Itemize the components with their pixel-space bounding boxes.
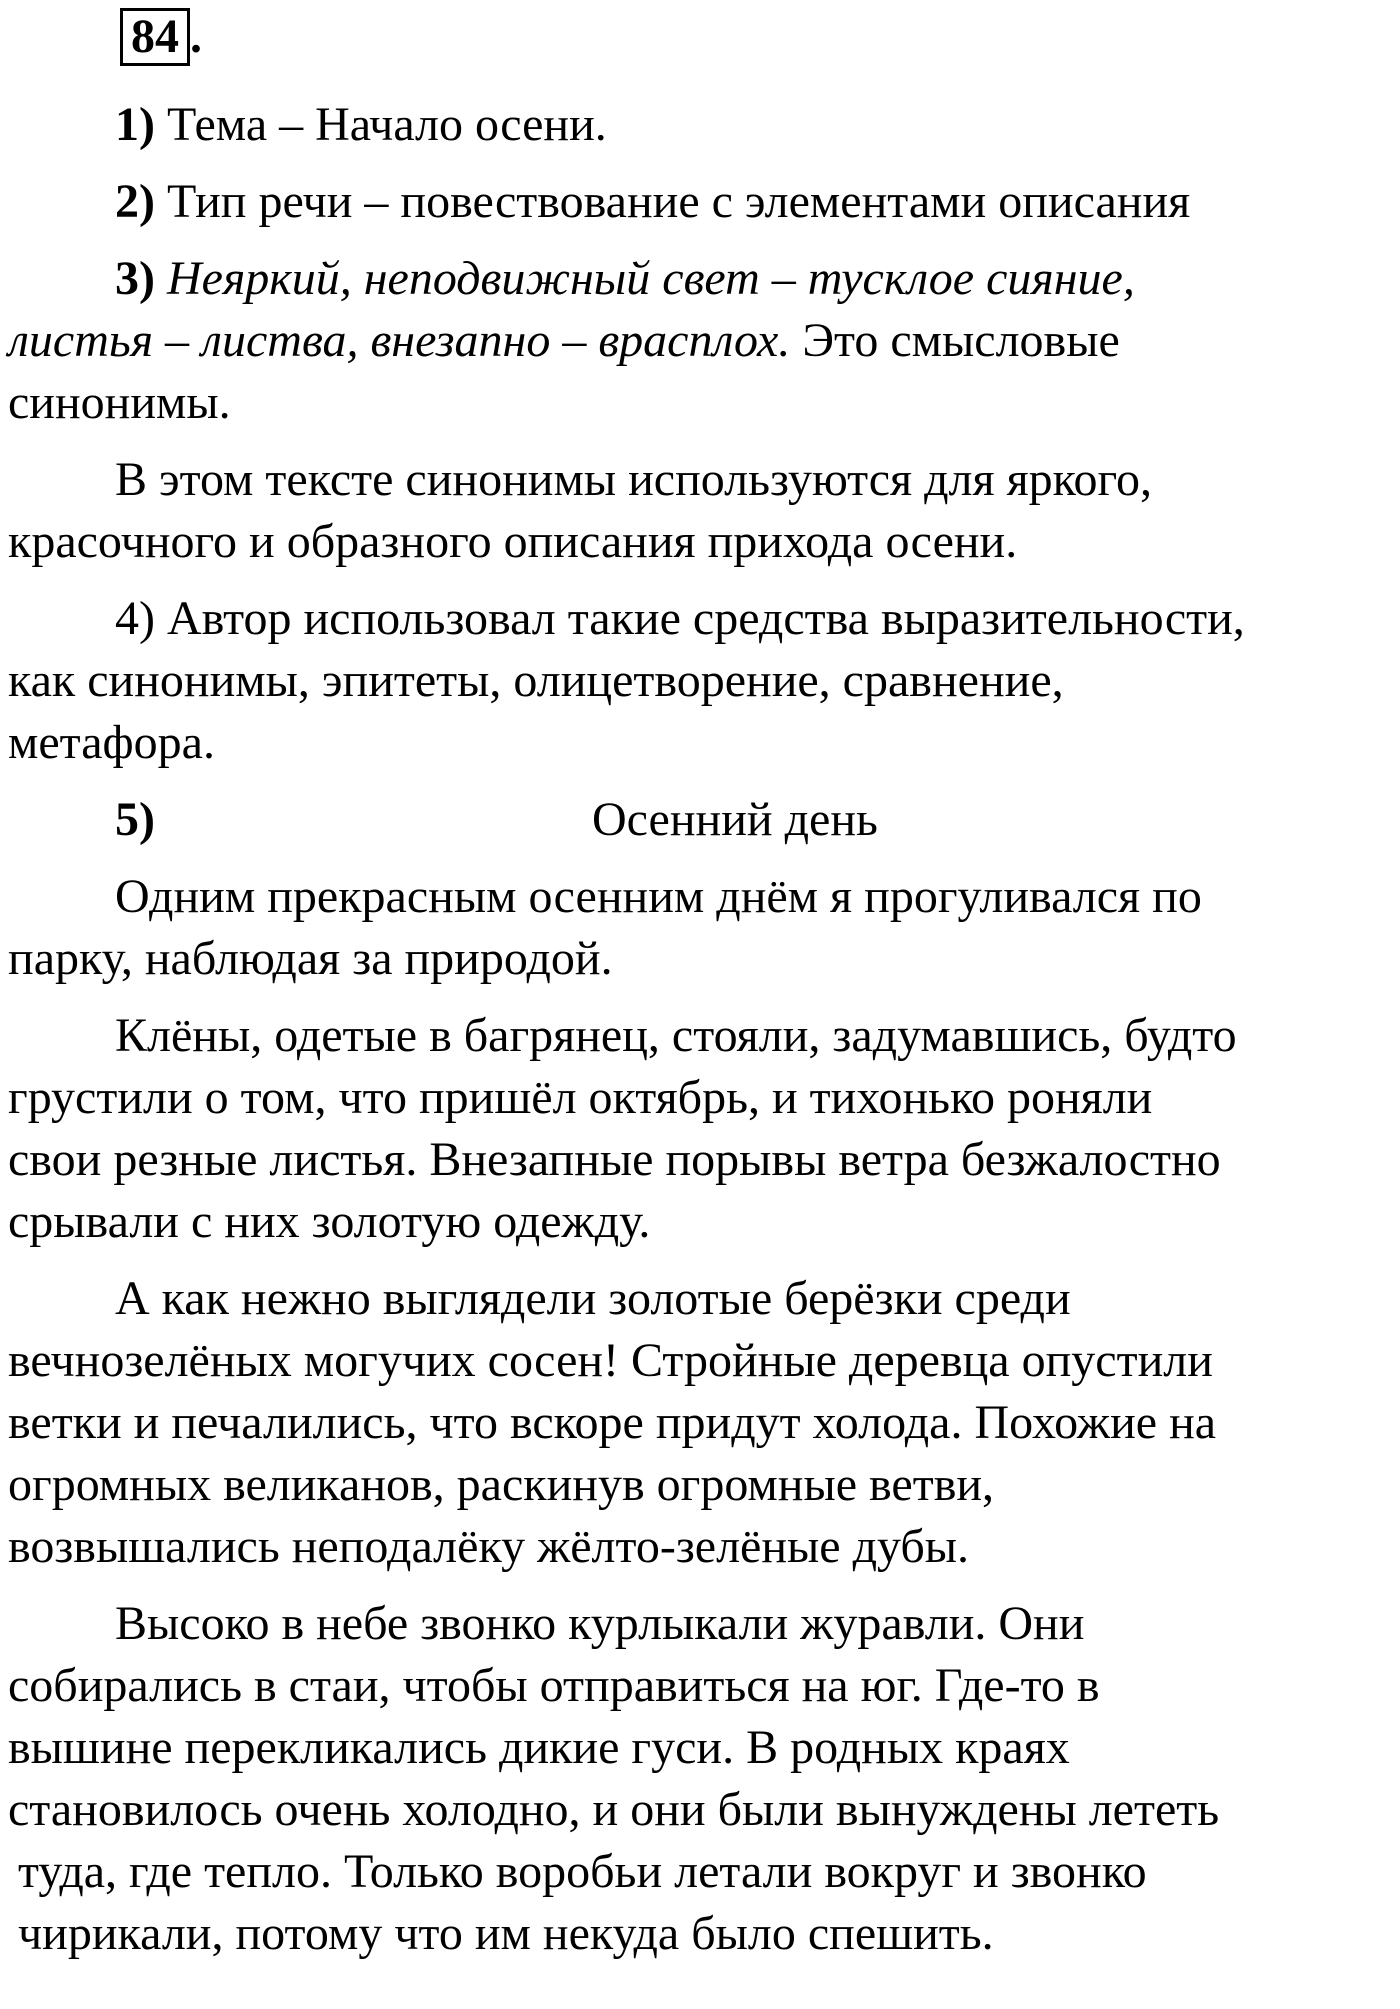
item-3-line-3: синонимы. [8,376,231,429]
exercise-number-dot: . [190,10,202,63]
essay-p3-line-2: вечнозелёных могучих сосен! Стройные деревца опустили [8,1334,1213,1387]
essay-p4-line-6: чирикали, потому что им некуда было спешить. [18,1907,994,1960]
essay-p1-line-1: Одним прекрасным осенним днём я прогуливался по [115,870,1202,923]
synonyms-paragraph [8,449,1392,573]
exercise-number: 84 [120,8,190,66]
essay-paragraph-2 [8,1005,1392,1253]
item-3-italic-2: листья – листва, внезапно – врасплох. [8,314,791,367]
item-3-italic-1: Неяркий, неподвижный свет – тусклое сияние, [154,252,1135,305]
essay-p4-line-4: становилось очень холодно, и они были вынуждены лететь [8,1783,1220,1836]
essay-p2-line-4: срывали с них золотую одежду. [8,1195,651,1248]
essay-p2-line-3: свои резные листья. Внезапные порывы ветра безжалостно [8,1133,1221,1186]
item-2-label: 2) [115,175,155,228]
item-2-text: Тип речи – повествование с элементами описания [154,175,1191,228]
answer-item-3 [8,248,1392,434]
essay-p2-line-2: грустили о том, что пришёл октябрь, и тихонько роняли [8,1071,1153,1124]
synonyms-line-2: красочного и образного описания прихода осени. [8,515,1018,568]
essay-title: Осенний день [591,793,878,846]
essay-paragraph-3 [8,1268,1392,1578]
essay-p3-line-3: ветки и печалились, что вскоре придут холода. Похожие на [8,1396,1217,1449]
essay-p1-line-2: парку, наблюдая за природой. [8,932,613,985]
item-1-text: Тема – Начало осени. [154,98,607,151]
essay-p3-line-5: возвышались неподалёку жёлто-зелёные дубы. [8,1520,970,1573]
answer-item-2 [8,171,1392,233]
item-4-line-3: метафора. [8,716,215,769]
item-3-line-2 [8,310,1392,372]
essay-p3-line-4: огромных великанов, раскинув огромные ветви, [8,1458,995,1511]
item-4-line-1: 4) Автор использовал такие средства выразительности, [115,592,1245,645]
item-3-label: 3) [115,252,155,305]
answer-item-1 [8,94,1392,156]
essay-p2-line-1: Клёны, одетые в багрянец, стояли, задумавшись, будто [115,1009,1237,1062]
item-3-line-1 [8,248,1392,310]
essay-p4-line-3: вышине перекликались дикие гуси. В родных краях [8,1721,1070,1774]
essay-paragraph-4 [8,1593,1392,1965]
essay-paragraph-1 [8,866,1392,990]
synonyms-line-1: В этом тексте синонимы используются для яркого, [115,453,1153,506]
essay-p4-line-2: собирались в стаи, чтобы отправиться на юг. Где-то в [8,1659,1100,1712]
essay-p4-line-5: туда, где тепло. Только воробьи летали вокруг и звонко [18,1845,1147,1898]
item-3-text-2: Это смысловые [790,314,1120,367]
essay-p3-line-1: А как нежно выглядели золотые берёзки среди [115,1272,1071,1325]
exercise-header [8,8,1392,72]
item-4-line-2: как синонимы, эпитеты, олицетворение, сравнение, [8,654,1064,707]
essay-p4-line-1: Высоко в небе звонко курлыкали журавли. Они [115,1597,1085,1650]
answer-item-5 [8,789,1392,851]
document-page [8,8,1392,1980]
item-1-label: 1) [115,98,155,151]
item-5-label: 5) [115,793,155,846]
answer-item-4 [8,588,1392,774]
